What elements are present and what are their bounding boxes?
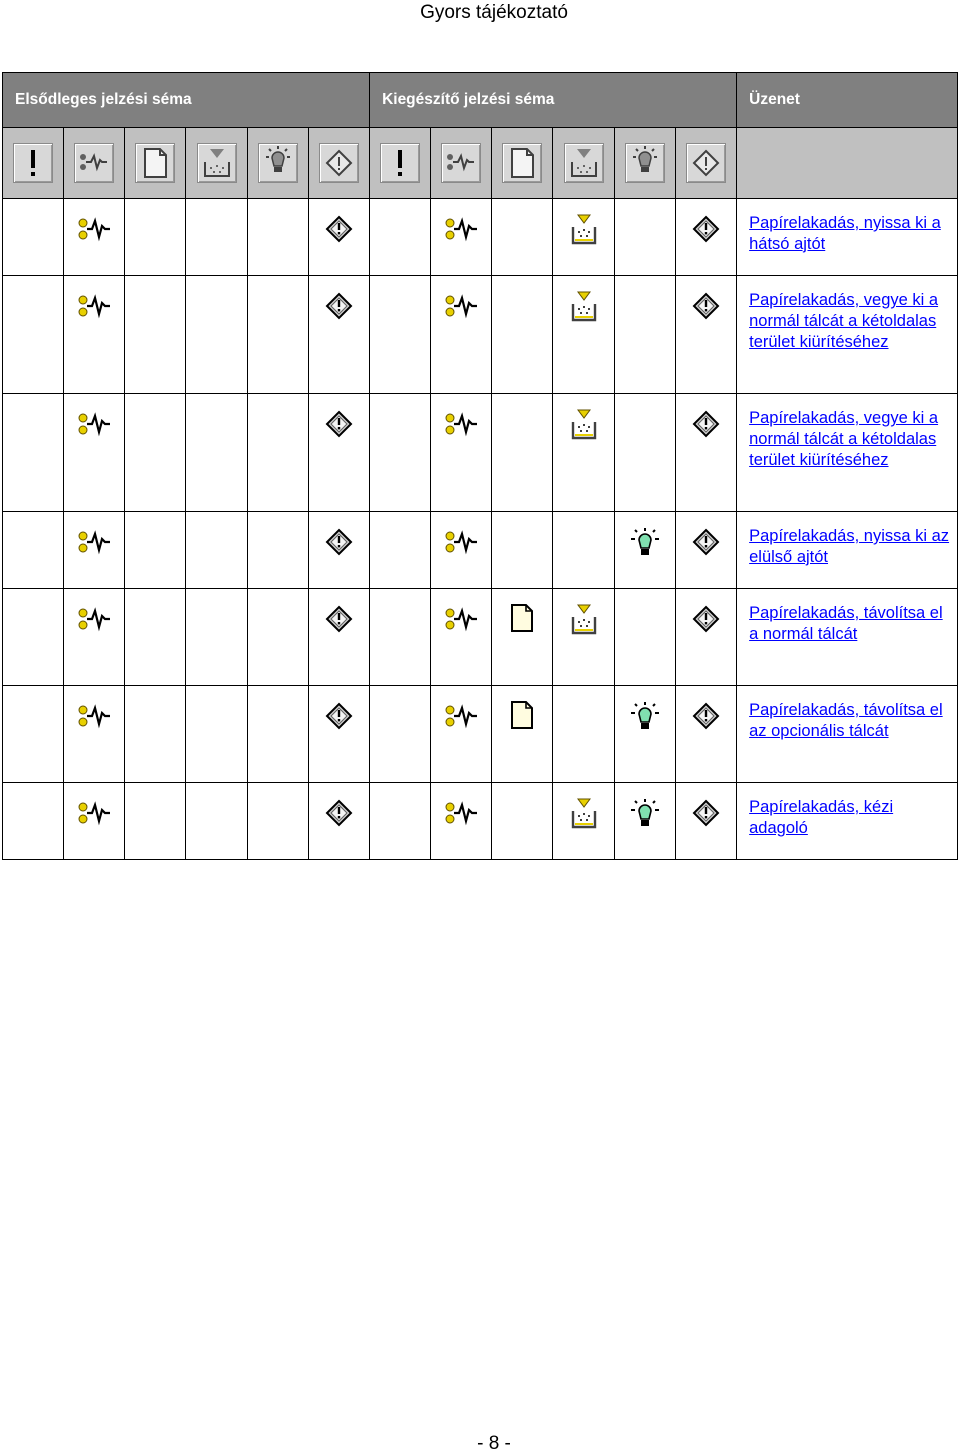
- power-light-icon: [325, 410, 353, 438]
- toner-light-icon: [570, 213, 598, 245]
- toner-light-icon: [570, 603, 598, 635]
- toner-light-icon: [570, 408, 598, 440]
- toner-icon: [197, 143, 237, 183]
- load-paper-light-icon: [509, 603, 535, 633]
- table-row: [3, 512, 958, 589]
- message-header: Üzenet: [737, 73, 958, 128]
- paper-jam-light-icon: [77, 528, 111, 556]
- table-row: [3, 394, 958, 512]
- power-light-icon: [692, 605, 720, 633]
- power-light-icon: [692, 215, 720, 243]
- power-light-icon: [325, 605, 353, 633]
- paper-jam-icon: [74, 143, 114, 183]
- paper-jam-icon: [441, 143, 481, 183]
- paper-jam-light-icon: [444, 605, 478, 633]
- primary-scheme-header: Elsődleges jelzési séma: [3, 73, 370, 128]
- paper-jam-light-icon: [77, 292, 111, 320]
- table-row: [3, 199, 958, 276]
- power-light-icon: [692, 292, 720, 320]
- table-row: [3, 589, 958, 686]
- attention-icon: [380, 143, 420, 183]
- toner-light-icon: [570, 290, 598, 322]
- paper-jam-light-icon: [77, 799, 111, 827]
- paper-jam-light-icon: [444, 410, 478, 438]
- power-light-icon: [692, 410, 720, 438]
- secondary-scheme-header: Kiegészítő jelzési séma: [370, 73, 737, 128]
- paper-jam-light-icon: [444, 799, 478, 827]
- attention-icon: [13, 143, 53, 183]
- ready-light-lit-icon: [628, 799, 662, 829]
- paper-jam-light-icon: [444, 215, 478, 243]
- toner-light-icon: [570, 797, 598, 829]
- message-link[interactable]: Papírelakadás, vegye ki a normál tálcát a kétoldalas terület kiürítéséhez: [749, 291, 939, 351]
- ready-light-lit-icon: [628, 528, 662, 558]
- table-header-row: [3, 73, 958, 128]
- paper-jam-light-icon: [77, 410, 111, 438]
- load-paper-icon: [135, 143, 175, 183]
- message-link[interactable]: Papírelakadás, nyissa ki a hátsó ajtót: [749, 214, 941, 253]
- table-row: [3, 276, 958, 394]
- table-row: [3, 686, 958, 783]
- ready-light-icon: [258, 143, 298, 183]
- load-paper-light-icon: [509, 700, 535, 730]
- icon-header-row: [3, 128, 958, 199]
- power-light-icon: [692, 702, 720, 730]
- power-light-icon: [325, 799, 353, 827]
- paper-jam-light-icon: [77, 605, 111, 633]
- power-light-icon: [692, 799, 720, 827]
- message-link[interactable]: Papírelakadás, vegye ki a normál tálcát a kétoldalas terület kiürítéséhez: [749, 409, 939, 469]
- power-icon: [319, 143, 359, 183]
- power-icon: [686, 143, 726, 183]
- message-link[interactable]: Papírelakadás, távolítsa el az opcionális tálcát: [749, 701, 943, 740]
- message-link[interactable]: Papírelakadás, kézi adagoló: [749, 798, 894, 837]
- light-sequence-table: [2, 72, 958, 860]
- paper-jam-light-icon: [444, 292, 478, 320]
- power-light-icon: [325, 292, 353, 320]
- ready-light-icon: [625, 143, 665, 183]
- paper-jam-light-icon: [444, 702, 478, 730]
- page-number: - 8 -: [477, 1433, 511, 1454]
- paper-jam-light-icon: [77, 702, 111, 730]
- message-link[interactable]: Papírelakadás, távolítsa el a normál tálcát: [749, 604, 943, 643]
- power-light-icon: [325, 528, 353, 556]
- table-row: [3, 783, 958, 860]
- paper-jam-light-icon: [77, 215, 111, 243]
- page-title: Gyors tájékoztató: [420, 2, 568, 23]
- message-link[interactable]: Papírelakadás, nyissa ki az elülső ajtót: [749, 527, 950, 566]
- toner-icon: [564, 143, 604, 183]
- paper-jam-light-icon: [444, 528, 478, 556]
- ready-light-lit-icon: [628, 702, 662, 732]
- power-light-icon: [325, 702, 353, 730]
- power-light-icon: [692, 528, 720, 556]
- power-light-icon: [325, 215, 353, 243]
- load-paper-icon: [502, 143, 542, 183]
